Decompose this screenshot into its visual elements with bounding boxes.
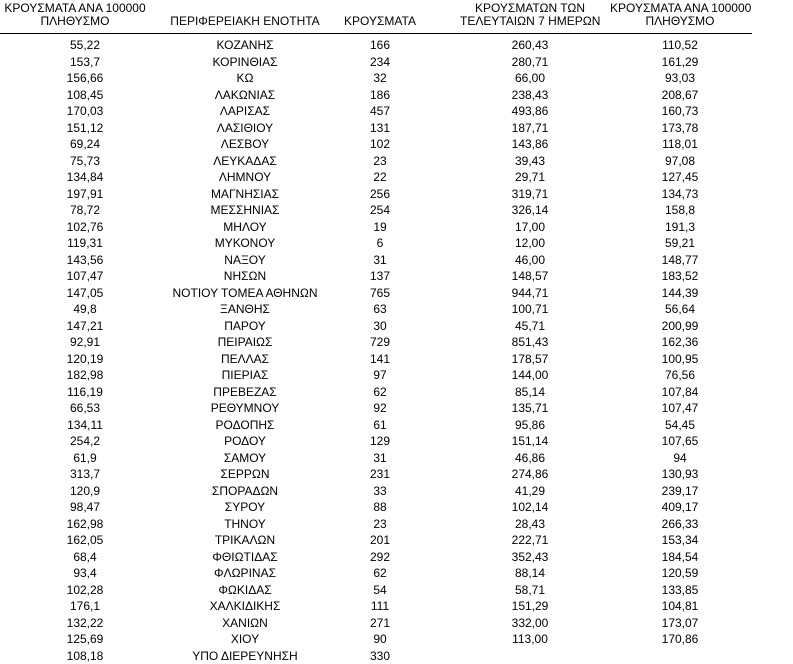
cell-cases-per-100000: 162,05 (20, 532, 150, 549)
cell-cases-per-100000-right: 56,64 (620, 301, 740, 318)
cell-regional-unit: ΣΠΟΡΑΔΩΝ (130, 483, 360, 500)
cell-cases: 254 (330, 202, 430, 219)
table-row (0, 615, 760, 632)
cell-cases: 131 (330, 120, 430, 137)
cell-cases-last-7-days: 58,71 (470, 582, 590, 599)
header-line: ΚΡΟΥΣΜΑΤΑ ΑΝΑ 100000 (610, 2, 750, 15)
cell-cases-last-7-days: 851,43 (470, 334, 590, 351)
cell-cases-last-7-days: 46,00 (470, 252, 590, 269)
table-row (0, 334, 760, 351)
cell-regional-unit: ΛΕΥΚΑΔΑΣ (130, 153, 360, 170)
cell-cases-last-7-days: 187,71 (470, 120, 590, 137)
cell-cases-per-100000: 119,31 (20, 235, 150, 252)
cell-regional-unit: ΛΕΣΒΟΥ (130, 136, 360, 153)
cell-regional-unit: ΞΑΝΘΗΣ (130, 301, 360, 318)
cell-cases-last-7-days: 95,86 (470, 417, 590, 434)
cell-cases-per-100000: 102,76 (20, 219, 150, 236)
cell-cases-per-100000: 147,21 (20, 318, 150, 335)
table-row (0, 70, 760, 87)
cell-cases: 6 (330, 235, 430, 252)
cell-regional-unit: ΤΗΝΟΥ (130, 516, 360, 533)
cell-cases-per-100000-right: 107,47 (620, 400, 740, 417)
cell-cases-per-100000: 120,9 (20, 483, 150, 500)
cell-cases-per-100000: 132,22 (20, 615, 150, 632)
cell-cases: 102 (330, 136, 430, 153)
cell-cases-per-100000-right: 170,86 (620, 631, 740, 648)
cell-cases-last-7-days: 280,71 (470, 54, 590, 71)
cell-cases-per-100000: 254,2 (20, 433, 150, 450)
cell-cases: 92 (330, 400, 430, 417)
table-row (0, 219, 760, 236)
table-row (0, 252, 760, 269)
cell-cases-per-100000: 153,7 (20, 54, 150, 71)
cell-regional-unit: ΧΑΝΙΩΝ (130, 615, 360, 632)
cell-cases: 90 (330, 631, 430, 648)
cell-cases-per-100000-right: 107,65 (620, 433, 740, 450)
cell-cases-per-100000-right: 100,95 (620, 351, 740, 368)
cell-cases: 457 (330, 103, 430, 120)
cell-cases-per-100000-right: 59,21 (620, 235, 740, 252)
cell-cases: 292 (330, 549, 430, 566)
cell-regional-unit: ΧΑΛΚΙΔΙΚΗΣ (130, 598, 360, 615)
cell-cases: 31 (330, 252, 430, 269)
header-cases-per-100000-right (610, 2, 750, 28)
table-row (0, 532, 760, 549)
table-row (0, 400, 760, 417)
cell-cases-per-100000: 162,98 (20, 516, 150, 533)
cell-cases-last-7-days: 493,86 (470, 103, 590, 120)
cell-cases: 22 (330, 169, 430, 186)
cell-regional-unit: ΝΑΞΟΥ (130, 252, 360, 269)
cell-cases-per-100000-right: 54,45 (620, 417, 740, 434)
cell-cases-last-7-days: 326,14 (470, 202, 590, 219)
header-cases-last-7-days (460, 2, 600, 28)
cell-cases-last-7-days: 102,14 (470, 499, 590, 516)
cell-cases-per-100000: 102,28 (20, 582, 150, 599)
table-row (0, 87, 760, 104)
cell-regional-unit: ΦΘΙΩΤΙΔΑΣ (130, 549, 360, 566)
cell-cases: 129 (330, 433, 430, 450)
cell-cases-last-7-days: 148,57 (470, 268, 590, 285)
cell-cases: 62 (330, 384, 430, 401)
cell-regional-unit: ΣΥΡΟΥ (130, 499, 360, 516)
cell-regional-unit: ΚΩ (130, 70, 360, 87)
cell-cases: 31 (330, 450, 430, 467)
cell-cases: 32 (330, 70, 430, 87)
cell-cases: 729 (330, 334, 430, 351)
cell-cases-last-7-days: 12,00 (470, 235, 590, 252)
cell-cases-per-100000-right: 97,08 (620, 153, 740, 170)
cell-regional-unit: ΛΑΣΙΘΙΟΥ (130, 120, 360, 137)
cell-cases-per-100000: 69,24 (20, 136, 150, 153)
cell-cases-last-7-days: 46,86 (470, 450, 590, 467)
table-row (0, 450, 760, 467)
cell-cases-per-100000: 93,4 (20, 565, 150, 582)
cell-cases-last-7-days: 238,43 (470, 87, 590, 104)
cell-cases-per-100000: 134,11 (20, 417, 150, 434)
cell-cases-per-100000-right: 191,3 (620, 219, 740, 236)
table-row (0, 549, 760, 566)
cell-regional-unit: ΜΥΚΟΝΟΥ (130, 235, 360, 252)
cell-cases-last-7-days: 944,71 (470, 285, 590, 302)
cell-cases-per-100000-right: 184,54 (620, 549, 740, 566)
cell-cases-last-7-days: 113,00 (470, 631, 590, 648)
header-regional-unit (130, 2, 360, 28)
cell-cases-per-100000-right: 76,56 (620, 367, 740, 384)
cell-cases: 234 (330, 54, 430, 71)
table-row (0, 483, 760, 500)
cell-cases: 201 (330, 532, 430, 549)
table-row (0, 235, 760, 252)
cell-cases-last-7-days: 260,43 (470, 37, 590, 54)
cell-regional-unit: ΚΟΖΑΝΗΣ (130, 37, 360, 54)
cell-cases-per-100000-right: 183,52 (620, 268, 740, 285)
cell-cases-last-7-days: 45,71 (470, 318, 590, 335)
cell-cases-per-100000-right: 173,78 (620, 120, 740, 137)
cell-regional-unit: ΠΑΡΟΥ (130, 318, 360, 335)
cell-cases-per-100000-right: 130,93 (620, 466, 740, 483)
cell-cases: 61 (330, 417, 430, 434)
table-row (0, 301, 760, 318)
table-row (0, 367, 760, 384)
cell-cases-per-100000: 170,03 (20, 103, 150, 120)
cell-cases: 23 (330, 153, 430, 170)
table-row (0, 582, 760, 599)
header-line: ΠΛΗΘΥΣΜΟ (610, 15, 750, 28)
cell-cases-per-100000-right: 160,73 (620, 103, 740, 120)
cell-cases: 765 (330, 285, 430, 302)
cell-cases-per-100000: 55,22 (20, 37, 150, 54)
cell-regional-unit: ΠΙΕΡΙΑΣ (130, 367, 360, 384)
table-row (0, 120, 760, 137)
cell-regional-unit: ΜΑΓΝΗΣΙΑΣ (130, 186, 360, 203)
cell-cases-last-7-days: 17,00 (470, 219, 590, 236)
cell-regional-unit: ΦΛΩΡΙΝΑΣ (130, 565, 360, 582)
cell-regional-unit: ΧΙΟΥ (130, 631, 360, 648)
cell-cases-per-100000-right: 134,73 (620, 186, 740, 203)
cell-cases-last-7-days: 151,29 (470, 598, 590, 615)
cell-cases-per-100000-right: 118,01 (620, 136, 740, 153)
cell-cases-last-7-days: 319,71 (470, 186, 590, 203)
cell-cases-per-100000-right: 409,17 (620, 499, 740, 516)
cell-cases-per-100000-right: 93,03 (620, 70, 740, 87)
cell-cases-per-100000: 49,8 (20, 301, 150, 318)
cell-cases-per-100000-right: 148,77 (620, 252, 740, 269)
cell-cases-per-100000-right: 127,45 (620, 169, 740, 186)
cell-cases-last-7-days: 100,71 (470, 301, 590, 318)
cell-cases-per-100000: 182,98 (20, 367, 150, 384)
cell-cases-per-100000: 156,66 (20, 70, 150, 87)
table-row (0, 318, 760, 335)
cell-cases-last-7-days: 66,00 (470, 70, 590, 87)
cell-cases-per-100000-right: 110,52 (620, 37, 740, 54)
cell-cases: 88 (330, 499, 430, 516)
header-line: ΚΡΟΥΣΜΑΤΑ (330, 15, 430, 28)
table-row (0, 169, 760, 186)
header-line: ΠΛΗΘΥΣΜΟ (0, 15, 150, 28)
table-row (0, 186, 760, 203)
cell-regional-unit: ΤΡΙΚΑΛΩΝ (130, 532, 360, 549)
table-row (0, 103, 760, 120)
cell-cases: 330 (330, 648, 430, 664)
cell-regional-unit: ΜΗΛΟΥ (130, 219, 360, 236)
cell-regional-unit: ΡΟΔΟΥ (130, 433, 360, 450)
cell-cases: 19 (330, 219, 430, 236)
cell-regional-unit: ΠΡΕΒΕΖΑΣ (130, 384, 360, 401)
header-line: ΠΕΡΙΦΕΡΕΙΑΚΗ ΕΝΟΤΗΤΑ (130, 15, 360, 28)
header-line: ΚΡΟΥΣΜΑΤΑ ΑΝΑ 100000 (0, 2, 150, 15)
cell-regional-unit: ΝΗΣΩΝ (130, 268, 360, 285)
cell-regional-unit: ΣΕΡΡΩΝ (130, 466, 360, 483)
cell-cases-last-7-days: 85,14 (470, 384, 590, 401)
cell-cases-per-100000: 120,19 (20, 351, 150, 368)
table-row (0, 565, 760, 582)
table-row (0, 466, 760, 483)
cell-cases-last-7-days: 151,14 (470, 433, 590, 450)
cell-regional-unit: ΛΗΜΝΟΥ (130, 169, 360, 186)
table-row (0, 417, 760, 434)
cell-regional-unit: ΝΟΤΙΟΥ ΤΟΜΕΑ ΑΘΗΝΩΝ (130, 285, 360, 302)
cell-cases-last-7-days: 28,43 (470, 516, 590, 533)
cell-cases-per-100000: 92,91 (20, 334, 150, 351)
cell-regional-unit: ΡΕΘΥΜΝΟΥ (130, 400, 360, 417)
cell-cases-per-100000: 61,9 (20, 450, 150, 467)
table-row (0, 384, 760, 401)
cell-cases: 97 (330, 367, 430, 384)
header-line: ΤΕΛΕΥΤΑΙΩΝ 7 ΗΜΕΡΩΝ (460, 15, 600, 28)
cell-cases: 186 (330, 87, 430, 104)
cell-cases: 54 (330, 582, 430, 599)
cell-cases-per-100000-right: 158,8 (620, 202, 740, 219)
cell-cases-per-100000: 78,72 (20, 202, 150, 219)
table-row (0, 648, 760, 664)
cell-cases: 271 (330, 615, 430, 632)
cell-cases: 256 (330, 186, 430, 203)
cell-cases-last-7-days: 178,57 (470, 351, 590, 368)
table-row (0, 285, 760, 302)
cell-cases-per-100000-right: 133,85 (620, 582, 740, 599)
cell-cases-last-7-days: 135,71 (470, 400, 590, 417)
cell-cases-last-7-days: 352,43 (470, 549, 590, 566)
table-row (0, 631, 760, 648)
cell-cases-per-100000-right: 153,34 (620, 532, 740, 549)
table-row (0, 499, 760, 516)
table-row (0, 37, 760, 54)
cell-regional-unit: ΚΟΡΙΝΘΙΑΣ (130, 54, 360, 71)
table-row (0, 153, 760, 170)
cell-cases-per-100000: 66,53 (20, 400, 150, 417)
cell-cases-per-100000-right: 239,17 (620, 483, 740, 500)
cell-cases-per-100000: 116,19 (20, 384, 150, 401)
cell-regional-unit: ΣΑΜΟΥ (130, 450, 360, 467)
cell-regional-unit: ΛΑΡΙΣΑΣ (130, 103, 360, 120)
cell-cases: 166 (330, 37, 430, 54)
cell-cases-per-100000: 151,12 (20, 120, 150, 137)
table-row (0, 202, 760, 219)
cell-cases: 141 (330, 351, 430, 368)
cell-cases-per-100000: 143,56 (20, 252, 150, 269)
cell-cases-per-100000-right: 162,36 (620, 334, 740, 351)
cell-cases-last-7-days: 41,29 (470, 483, 590, 500)
table-row (0, 516, 760, 533)
cell-cases: 137 (330, 268, 430, 285)
header-cases-per-100000-left (0, 2, 150, 28)
cell-cases-per-100000: 108,45 (20, 87, 150, 104)
cell-cases: 30 (330, 318, 430, 335)
cell-cases-last-7-days: 88,14 (470, 565, 590, 582)
cell-cases-per-100000-right: 200,99 (620, 318, 740, 335)
cell-cases-last-7-days: 143,86 (470, 136, 590, 153)
header-line: ΚΡΟΥΣΜΑΤΩΝ ΤΩΝ (460, 2, 600, 15)
cell-cases-per-100000: 176,1 (20, 598, 150, 615)
cell-cases-per-100000: 197,91 (20, 186, 150, 203)
cell-regional-unit: ΠΕΙΡΑΙΩΣ (130, 334, 360, 351)
cell-cases: 33 (330, 483, 430, 500)
cell-regional-unit: ΥΠΟ ΔΙΕΡΕΥΝΗΣΗ (130, 648, 360, 664)
cell-cases-last-7-days: 144,00 (470, 367, 590, 384)
cell-cases-per-100000: 313,7 (20, 466, 150, 483)
cell-cases-per-100000: 98,47 (20, 499, 150, 516)
cell-cases-last-7-days: 332,00 (470, 615, 590, 632)
cell-cases: 23 (330, 516, 430, 533)
cell-cases-per-100000: 134,84 (20, 169, 150, 186)
cell-cases-per-100000-right: 120,59 (620, 565, 740, 582)
cell-cases-per-100000-right: 208,67 (620, 87, 740, 104)
cell-regional-unit: ΡΟΔΟΠΗΣ (130, 417, 360, 434)
cell-cases-last-7-days: 274,86 (470, 466, 590, 483)
cell-cases-per-100000-right: 161,29 (620, 54, 740, 71)
cell-cases: 111 (330, 598, 430, 615)
cell-cases-per-100000-right: 94 (620, 450, 740, 467)
cell-cases-per-100000-right: 144,39 (620, 285, 740, 302)
cell-cases-per-100000: 125,69 (20, 631, 150, 648)
cell-regional-unit: ΠΕΛΛΑΣ (130, 351, 360, 368)
cell-cases-per-100000: 147,05 (20, 285, 150, 302)
cell-cases-per-100000: 108,18 (20, 648, 150, 664)
cell-regional-unit: ΛΑΚΩΝΙΑΣ (130, 87, 360, 104)
cell-cases-per-100000-right: 104,81 (620, 598, 740, 615)
header-divider (0, 33, 752, 34)
cell-regional-unit: ΜΕΣΣΗΝΙΑΣ (130, 202, 360, 219)
cell-cases-per-100000: 68,4 (20, 549, 150, 566)
cell-cases-per-100000-right: 266,33 (620, 516, 740, 533)
cell-cases: 63 (330, 301, 430, 318)
header-cases (330, 2, 430, 28)
cell-cases-per-100000: 75,73 (20, 153, 150, 170)
table-row (0, 268, 760, 285)
cell-cases: 231 (330, 466, 430, 483)
table-row (0, 598, 760, 615)
cell-regional-unit: ΦΩΚΙΔΑΣ (130, 582, 360, 599)
cell-cases-per-100000-right: 107,84 (620, 384, 740, 401)
cell-cases-last-7-days: 29,71 (470, 169, 590, 186)
cell-cases-per-100000: 107,47 (20, 268, 150, 285)
table-row (0, 136, 760, 153)
cell-cases-last-7-days: 39,43 (470, 153, 590, 170)
table-row (0, 433, 760, 450)
table-row (0, 351, 760, 368)
cell-cases-last-7-days: 222,71 (470, 532, 590, 549)
cell-cases-per-100000-right: 173,07 (620, 615, 740, 632)
cell-cases: 62 (330, 565, 430, 582)
table-row (0, 54, 760, 71)
